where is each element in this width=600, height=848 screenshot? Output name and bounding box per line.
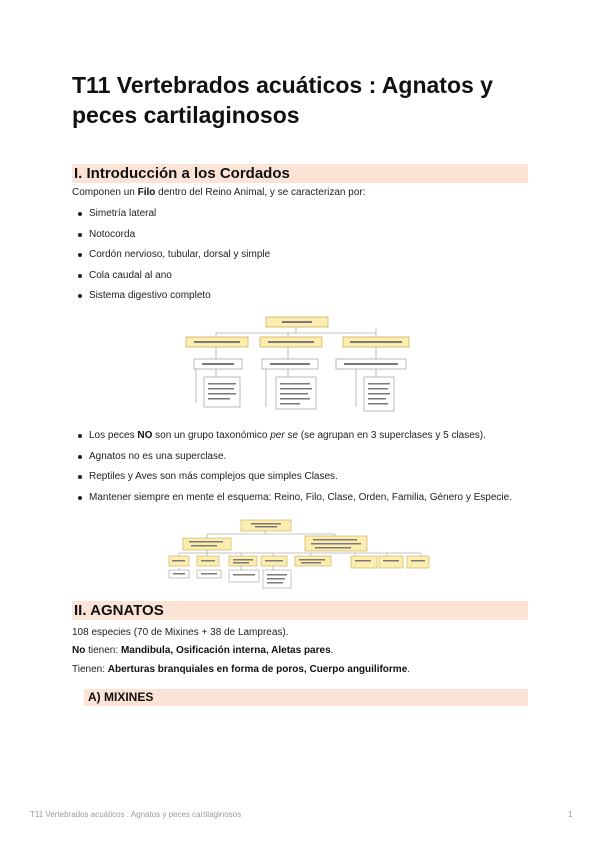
no-label: No: [72, 645, 86, 656]
section-heading-text: II. AGNATOS: [74, 602, 164, 619]
no-text: tienen:: [85, 645, 121, 656]
list-item: Agnatos no es una superclase.: [72, 450, 512, 471]
no-items: Mandibula, Osificación interna, Aletas pares: [120, 645, 331, 656]
section-heading-text: I. Introducción a los Cordados: [74, 165, 290, 182]
list-item: Sistema digestivo completo: [72, 289, 270, 310]
intro-text-bold: Filo: [137, 187, 156, 198]
chordata-diagram-image: [178, 313, 413, 413]
note-bold: NO: [137, 430, 153, 441]
section-heading-introduccion: [72, 164, 528, 183]
note-italic: per se: [270, 430, 299, 441]
list-item: Cola caudal al ano: [72, 269, 270, 290]
taxonomy-scheme-image: [165, 516, 431, 590]
list-item: Simetría lateral: [72, 207, 270, 228]
section-heading-agnatos: [72, 601, 528, 620]
have-label: Tienen:: [72, 664, 108, 675]
species-count: 108 especies (70 de Mixines + 38 de Lampreas).: [72, 627, 289, 638]
subsection-heading-mixines: [84, 689, 528, 706]
traits-list: [72, 207, 270, 310]
notes-list: [72, 429, 512, 511]
list-item: Reptiles y Aves son más complejos que simples Clases.: [72, 470, 512, 491]
no-end: .: [330, 645, 334, 656]
have-items: Aberturas branquiales en forma de poros, Cuerpo anguiliforme: [107, 664, 408, 675]
note-text: (se agrupan en 3 superclases y 5 clases).: [298, 430, 486, 441]
footer-title: T11 Vertebrados acuáticos : Agnatos y peces cartilaginosos: [30, 810, 242, 819]
intro-text-a: Componen un: [72, 187, 138, 198]
no-tienen-line: [72, 644, 333, 658]
list-item: Notocorda: [72, 228, 270, 249]
tienen-line: [72, 663, 410, 677]
note-text: Los peces: [89, 430, 138, 441]
have-end: .: [407, 664, 411, 675]
list-item: Mantener siempre en mente el esquema: Reino, Filo, Clase, Orden, Familia, Género y Especie.: [72, 491, 512, 512]
note-text: son un grupo taxonómico: [152, 430, 271, 441]
subsection-heading-text: A) MIXINES: [88, 690, 154, 704]
page-number: 1: [568, 810, 573, 819]
list-item: Cordón nervioso, tubular, dorsal y simple: [72, 248, 270, 269]
page-title: T11 Vertebrados acuáticos : Agnatos y peces cartilaginosos: [72, 72, 493, 128]
list-item: [72, 429, 512, 450]
intro-paragraph: [72, 186, 366, 200]
intro-text-c: dentro del Reino Animal, y se caracterizan por:: [155, 187, 366, 198]
